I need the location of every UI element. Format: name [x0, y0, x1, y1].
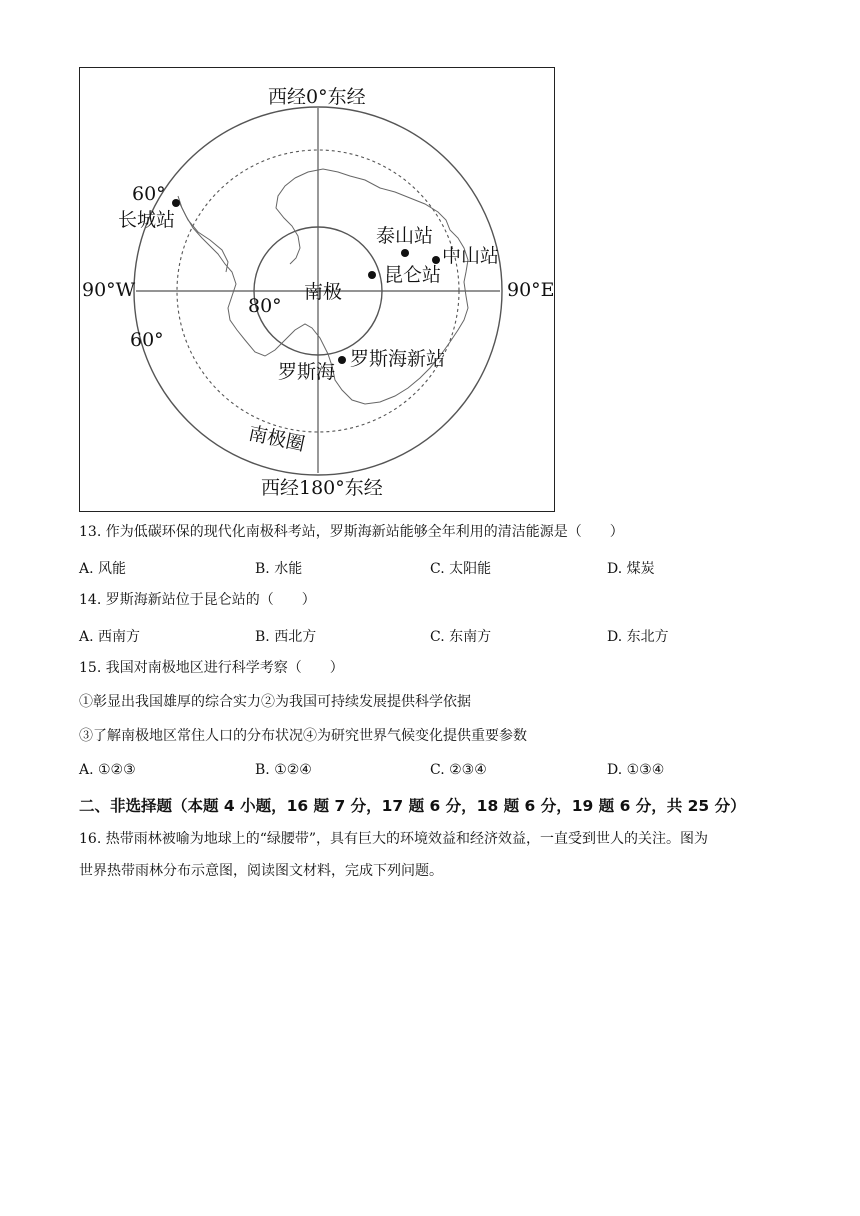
question-13-number: 13.	[79, 524, 102, 540]
q14-option-c[interactable]: C. 东南方	[430, 629, 492, 645]
zhongshan-station-label: 中山站	[442, 245, 500, 267]
luosihai-station-label: 罗斯海新站	[350, 348, 446, 370]
question-15-number: 15.	[79, 660, 102, 676]
antarctic-circle-label: 南极圈	[246, 422, 307, 456]
question-13	[79, 523, 624, 543]
question-15-statement-1: ①彰显出我国雄厚的综合实力②为我国可持续发展提供科学依据	[79, 694, 471, 710]
south-pole-label: 南极	[304, 281, 343, 303]
question-14	[79, 591, 316, 611]
question-15-statement-2: ③了解南极地区常住人口的分布状况④为研究世界气候变化提供重要参数	[79, 728, 527, 744]
bottom-meridian-label: 西经180°东经	[261, 477, 383, 499]
luosihai-station-dot	[338, 356, 346, 364]
taishan-station-dot	[401, 249, 409, 257]
question-13-text: 作为低碳环保的现代化南极科考站，罗斯海新站能够全年利用的清洁能源是（ ）	[105, 524, 624, 540]
q14-option-b[interactable]: B. 西北方	[255, 629, 317, 645]
q15-option-c[interactable]: C. ②③④	[430, 762, 487, 778]
question-15-text: 我国对南极地区进行科学考察（ ）	[105, 660, 344, 676]
q13-option-c[interactable]: C. 太阳能	[430, 561, 492, 577]
q14-option-d[interactable]: D. 东北方	[607, 629, 669, 645]
latitude-60-upper-label: 60°	[132, 183, 166, 205]
zhongshan-station-dot	[432, 256, 440, 264]
ross-sea-label: 罗斯海	[278, 361, 336, 383]
kunlun-station-label: 昆仑站	[384, 264, 442, 286]
q15-option-d[interactable]: D. ①③④	[607, 762, 665, 778]
question-15	[79, 659, 344, 679]
great-wall-station-label: 长城站	[118, 209, 176, 231]
q13-option-d[interactable]: D. 煤炭	[607, 561, 655, 577]
right-longitude-label: 90°E	[507, 279, 555, 301]
antarctica-map	[79, 67, 555, 512]
question-14-text: 罗斯海新站位于昆仑站的（ ）	[105, 592, 316, 608]
q13-option-b[interactable]: B. 水能	[255, 561, 303, 577]
kunlun-station-dot	[368, 271, 376, 279]
top-meridian-label: 西经0°东经	[268, 86, 366, 108]
question-16-line-1: 16. 热带雨林被喻为地球上的“绿腰带”，具有巨大的环境效益和经济效益，一直受到世人的关注。图为	[79, 831, 709, 847]
question-14-number: 14.	[79, 592, 102, 608]
taishan-station-label: 泰山站	[376, 225, 434, 247]
great-wall-station-dot	[172, 199, 180, 207]
q15-option-a[interactable]: A. ①②③	[79, 762, 136, 778]
latitude-60-lower-label: 60°	[130, 329, 164, 351]
section-2-heading: 二、非选择题（本题 4 小题，16 题 7 分，17 题 6 分，18 题 6 分，19 题 6 分，共 25 分）	[79, 797, 746, 815]
q15-option-b[interactable]: B. ①②④	[255, 762, 312, 778]
antarctic-peninsula	[178, 196, 228, 272]
q14-option-a[interactable]: A. 西南方	[79, 629, 141, 645]
q13-option-a[interactable]: A. 风能	[79, 561, 127, 577]
left-longitude-label: 90°W	[82, 279, 136, 301]
latitude-80-label: 80°	[248, 295, 282, 317]
question-16-line-2: 世界热带雨林分布示意图，阅读图文材料，完成下列问题。	[79, 863, 443, 879]
